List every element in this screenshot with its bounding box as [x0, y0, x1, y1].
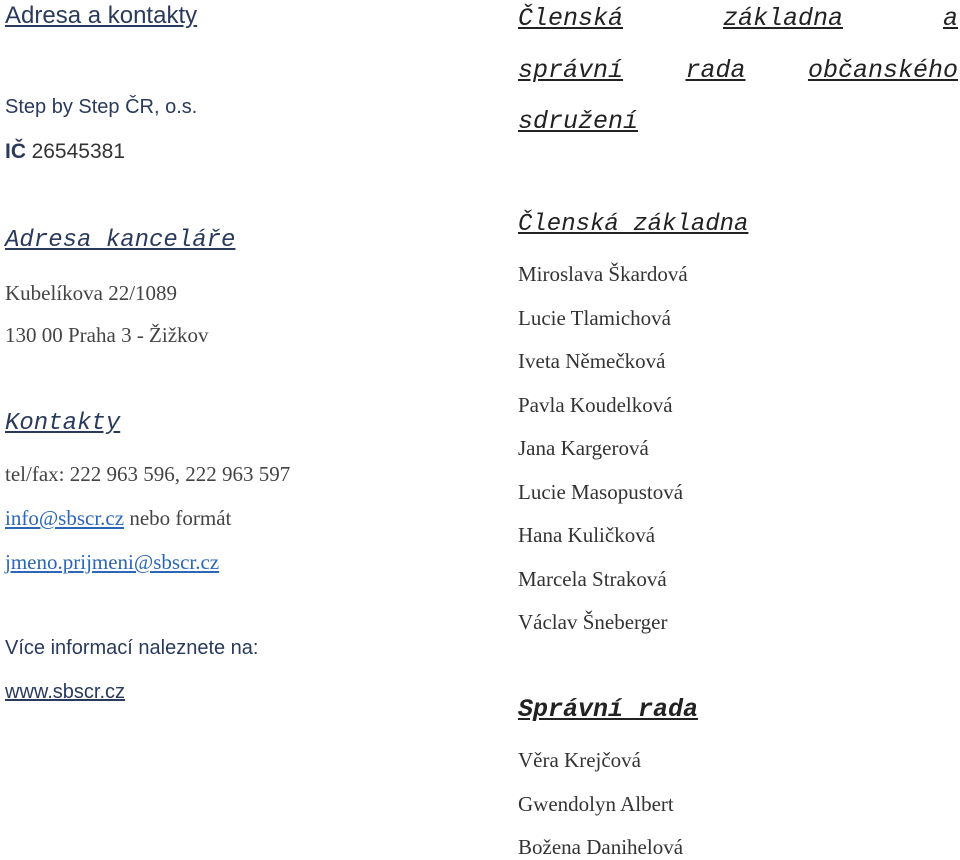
title-line-2	[518, 56, 958, 85]
website-line	[5, 681, 125, 704]
member-name: Hana Kuličková	[518, 523, 656, 547]
email-link[interactable]: info@sbscr.cz	[5, 506, 125, 530]
org-ic	[5, 140, 125, 164]
member-name: Iveta Němečková	[518, 349, 666, 373]
address-contacts-title: Adresa a kontakty	[5, 2, 198, 29]
title-word: a	[942, 4, 958, 33]
member-name: Marcela Straková	[518, 567, 667, 591]
website-link[interactable]: www.sbscr.cz	[5, 681, 126, 703]
contact-email-line	[5, 506, 231, 531]
contacts-heading: Kontakty	[5, 410, 121, 437]
member-name: Jana Kargerová	[518, 436, 649, 460]
office-street: Kubelíkova 22/1089	[5, 281, 178, 305]
office-heading: Adresa kanceláře	[5, 227, 236, 254]
org-name: Step by Step ČR, o.s.	[5, 96, 198, 118]
member-name: Lucie Masopustová	[518, 480, 684, 504]
ic-value: 26545381	[31, 140, 125, 163]
ic-label: IČ	[5, 140, 26, 163]
contact-phone: tel/fax: 222 963 596, 222 963 597	[5, 462, 291, 486]
email-format-link[interactable]: jmeno.prijmeni@sbscr.cz	[5, 550, 220, 574]
members-heading: Členská základna	[518, 211, 749, 238]
more-info-label: Více informací naleznete na:	[5, 637, 259, 659]
member-name: Lucie Tlamichová	[518, 306, 671, 330]
title-word: základna	[722, 4, 844, 33]
title-word: správní	[518, 56, 624, 85]
member-name: Miroslava Škardová	[518, 262, 688, 286]
email-suffix: nebo formát	[124, 506, 232, 530]
member-name: Pavla Koudelková	[518, 393, 673, 417]
email-format-line	[5, 550, 219, 575]
board-member-name: Božena Danihelová	[518, 835, 684, 859]
office-city: 130 00 Praha 3 - Žižkov	[5, 323, 209, 347]
board-member-name: Gwendolyn Albert	[518, 792, 674, 816]
title-word: Členská	[518, 4, 624, 33]
board-member-name: Věra Krejčová	[518, 748, 642, 772]
member-name: Václav Šneberger	[518, 610, 668, 634]
board-heading: Správní rada	[518, 695, 699, 724]
title-line-3: sdružení	[518, 107, 639, 136]
title-word: občanského	[807, 56, 958, 85]
title-word: rada	[685, 56, 746, 85]
title-line-1	[518, 4, 958, 33]
